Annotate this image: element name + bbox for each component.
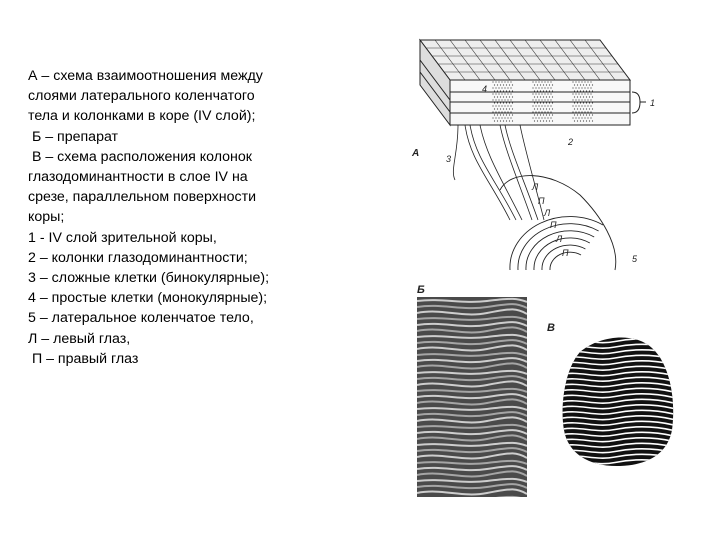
nerve-fibers [453,125,544,220]
eye-label: Л [556,234,563,244]
figure-v-label: В [547,322,555,334]
marker-5: 5 [632,254,638,264]
lateral-geniculate-body [500,176,616,270]
caption-line: 4 – простые клетки (монокулярные); [28,290,268,307]
layer-bracket [632,92,646,113]
caption-line: глазодоминантности в слое IV на [28,169,248,186]
caption-line: В – схема расположения колонок [28,148,252,165]
eye-label: П [550,220,557,230]
caption-line: П – правый глаз [28,350,139,367]
caption-line: коры; [28,209,65,226]
caption-line: 2 – колонки глазодоминантности; [28,249,248,266]
caption-line: Л – левый глаз, [28,330,131,347]
eye-label: П [538,196,545,206]
marker-1: 1 [650,98,656,108]
figure-v-column-map [560,330,678,468]
eye-label: П [562,248,569,258]
figure-b-label: Б [417,284,425,296]
caption-line: 5 – латеральное коленчатое тело, [28,310,254,327]
marker-4: 4 [482,84,488,94]
figure-caption [28,66,348,369]
caption-line: 3 – сложные клетки (бинокулярные); [28,270,270,287]
caption-line: А – схема взаимоотношения между [28,68,263,84]
caption-line: срезе, параллельном поверхности [28,189,257,206]
marker-3: 3 [446,154,452,164]
caption-line: 1 - IV слой зрительной коры, [28,229,217,246]
figure-a-label: А [412,148,420,159]
marker-2: 2 [568,137,574,147]
caption-line: слоями латерального коленчатого [28,88,255,105]
caption-line: Б – препарат [28,128,119,145]
eye-label: Л [544,208,551,218]
caption-line: тела и колонками в коре (IV слой); [28,108,256,125]
figure-b-micrograph [417,297,527,497]
eye-label: Л [532,182,539,192]
cortex-block [420,40,630,125]
figure-a-diagram [410,20,660,285]
